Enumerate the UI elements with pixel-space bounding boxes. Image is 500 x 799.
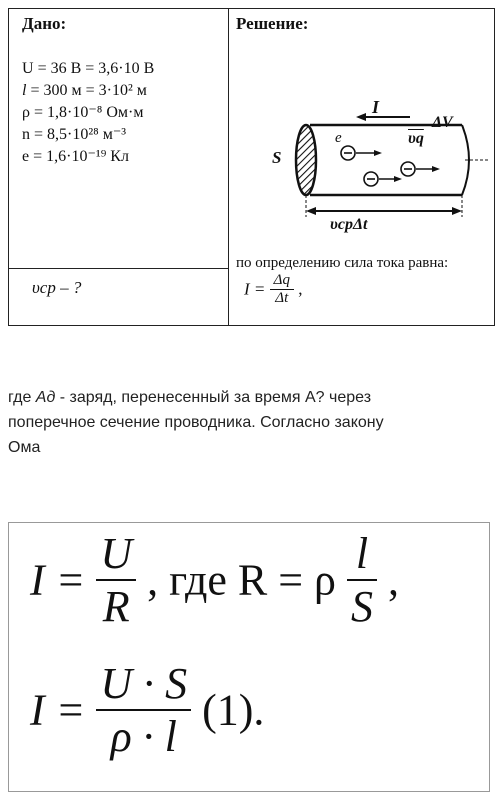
given-item: n = 8,5·10²⁸ м⁻³	[22, 126, 127, 143]
area-label: S	[272, 148, 282, 167]
volume-label: ΔV	[432, 114, 453, 131]
electron-label: e	[335, 130, 342, 146]
velocity-label: $\overline{\upsilon q}$	[408, 130, 424, 147]
solution-caption: по определению сила тока равна:	[236, 255, 449, 271]
formula-row-ohm: I = $\frac{U}{R}$ , где R = ρ $\frac{l}{S}$ ,	[30, 529, 400, 631]
solution-header: Решение:	[236, 14, 309, 33]
table-divider-find	[8, 268, 228, 269]
given-header: Дано:	[22, 14, 67, 33]
given-item: e = 1,6·10⁻¹⁹ Кл	[22, 148, 129, 165]
formula-row-current: I = $\frac{U \cdot S}{\rho \cdot l}$ (1).	[30, 659, 265, 761]
explanation-paragraph: где Ад - заряд, перенесенный за время А? через поперечное сечение проводника. Согласно закону Ома	[8, 389, 384, 456]
current-formula: I = $\frac{\Delta q}{\Delta t}$ ,	[244, 272, 303, 306]
given-item: l = 300 м = 3·10² м	[22, 82, 147, 99]
length-label: υсрΔt	[330, 216, 368, 233]
find-label: υср – ?	[32, 278, 82, 297]
current-label: I	[372, 97, 380, 117]
given-item: ρ = 1,8·10⁻⁸ Ом·м	[22, 104, 144, 121]
table-divider-vertical	[228, 8, 229, 326]
given-item: U = 36 В = 3,6·10 В	[22, 60, 155, 77]
given-list	[22, 58, 154, 168]
